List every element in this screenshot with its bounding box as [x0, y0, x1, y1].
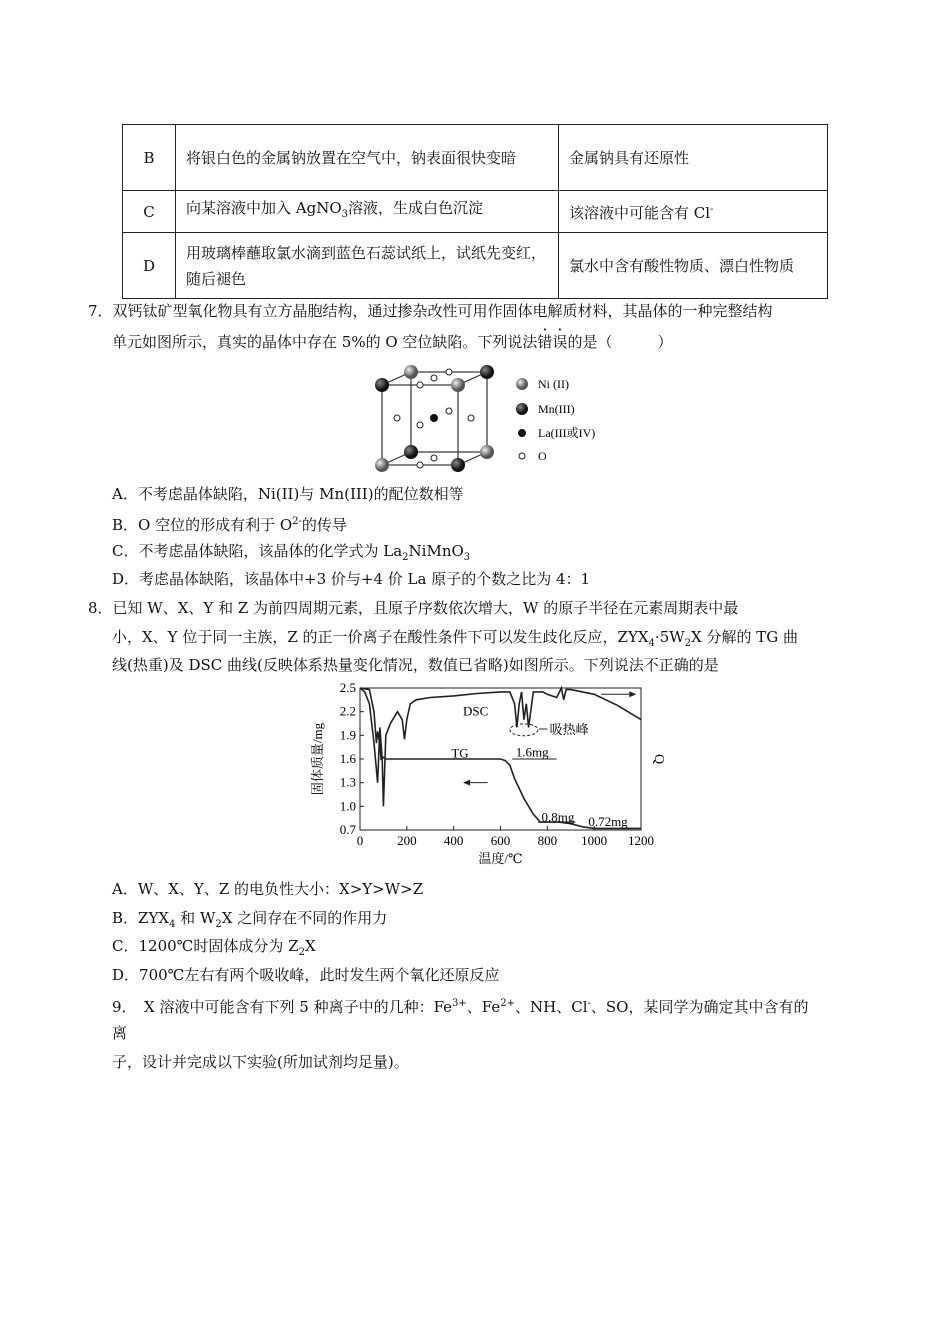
y-tick-label: 0.7 [339, 822, 356, 837]
crystal-cell-diagram [360, 358, 620, 480]
legend-mn-icon [516, 403, 528, 415]
tg-dsc-chart [308, 678, 668, 874]
row-conclusion: 金属钠具有还原性 [559, 125, 828, 191]
y-tick-label: 1.9 [339, 727, 356, 743]
q8-option-a: A．W、X、Y、Z 的电负性大小：X>Y>W>Z [112, 880, 424, 898]
x-tick-label: 600 [490, 833, 511, 848]
mn-atom [404, 445, 418, 459]
mn-atom [375, 378, 389, 392]
table-row [123, 125, 828, 191]
o-atom [431, 375, 437, 381]
mass-label-1: 1.6mg [515, 744, 549, 760]
row-conclusion: 该溶液中可能含有 Cl- [559, 191, 828, 233]
mass-label-3: 0.72mg [588, 814, 628, 830]
peak-label: 吸热峰 [549, 722, 589, 738]
q8-stem-line2: 小，X、Y 位于同一主族，Z 的正一价离子在酸性条件下可以发生歧化反应，$ZYX_4\cdot 5W_2X$ 分解的 TG 曲 [112, 628, 799, 649]
legend-ni-icon [516, 378, 528, 390]
x-tick-label: 400 [443, 833, 464, 848]
row-label: B [123, 125, 176, 191]
q8-option-b: B．$ZYX_4$ 和 $W_2X$ 之间存在不同的作用力 [112, 909, 388, 930]
row-label: C [123, 191, 176, 233]
q7-option-d: D．考虑晶体缺陷，该晶体中+3 价与+4 价 La 原子的个数之比为 4：1 [112, 570, 591, 588]
y-axis-right-title: Q [651, 753, 666, 765]
tg-arrow-head [463, 780, 470, 786]
q7-option-c: C．不考虑晶体缺陷，该晶体的化学式为 $La_2NiMnO_3$ [112, 542, 471, 563]
tg-label: TG [451, 745, 469, 761]
row-label: D [123, 233, 176, 299]
series-line-tg [360, 688, 641, 828]
row-conclusion: 氯水中含有酸性物质、漂白性物质 [559, 233, 828, 299]
o-atom [394, 415, 400, 421]
q8-option-d: D．700℃左右有两个吸收峰，此时发生两个氧化还原反应 [112, 966, 500, 984]
y-tick-label: 2.5 [339, 680, 356, 695]
q7-stem-line2: 单元如图所示，真实的晶体中存在 5%的 O 空位缺陷。下列说法错误的是（ ） [112, 333, 673, 351]
legend-ni-label: Ni (II) [538, 377, 569, 391]
y-tick-label: 1.0 [339, 798, 356, 814]
row-experiment: 用玻璃棒蘸取氯水滴到蓝色石蕊试纸上，试纸先变红，随后褪色 [176, 233, 559, 299]
row-experiment: 将银白色的金属钠放置在空气中，钠表面很快变暗 [176, 125, 559, 191]
ni-atom [451, 378, 465, 392]
o-atom [417, 422, 423, 428]
q8-stem-line1: 8．已知 W、X、Y 和 Z 为前四周期元素，且原子序数依次增大，W 的原子半径在元素周期表中最 [88, 599, 739, 617]
legend-la-label: La(III或IV) [538, 426, 596, 440]
series-line-dsc [360, 688, 641, 806]
dsc-arrow-head [629, 691, 636, 697]
q7-option-b: B．O 空位的形成有利于 $O^{2-}$的传导 [112, 516, 347, 534]
x-axis-title: 温度/℃ [478, 851, 523, 866]
x-tick-label: 0 [356, 833, 364, 848]
legend-o-label: O [538, 449, 547, 463]
y-tick-label: 1.3 [339, 774, 356, 790]
q8-stem-line3: 线(热重)及 DSC 曲线(反映体系热量变化情况，数值已省略)如图所示。下列说法不正确的是 [112, 656, 719, 674]
o-atom [417, 462, 423, 468]
ni-atom [404, 365, 418, 379]
dsc-label: DSC [463, 703, 489, 719]
q7-option-a: A．不考虑晶体缺陷，Ni(II)与 Mn(III)的配位数相等 [112, 485, 464, 503]
row-experiment: 向某溶液中加入 AgNO$_3$溶液，生成白色沉淀 [176, 191, 559, 233]
o-atom [417, 382, 423, 388]
legend-o-icon [519, 453, 525, 459]
o-atom [446, 408, 452, 414]
mass-label-2: 0.8mg [541, 809, 575, 825]
y-tick-label: 2.2 [339, 703, 356, 719]
o-atom [468, 415, 474, 421]
mn-atom [451, 458, 465, 472]
y-axis-title: 固体质量/mg [310, 722, 325, 796]
y-tick-label: 1.6 [339, 751, 356, 766]
q9-stem-line1: 9． X 溶液中可能含有下列 5 种离子中的几种：$Fe^{3+}$、$Fe^{2+}$、NH、Cl-、SO，某同学为确定其中含有的 [112, 998, 809, 1016]
options-table [122, 124, 828, 299]
q9-stem-line2: 离 [112, 1024, 128, 1042]
x-tick-label: 1000 [581, 833, 608, 848]
q7-stem-line1: 7．双钙钛矿型氧化物具有立方晶胞结构，通过掺杂改性可用作固体电解质材料，其晶体的一种完整结构 [88, 302, 773, 320]
legend-la-icon [518, 429, 526, 437]
mn-atom [480, 365, 494, 379]
x-tick-label: 800 [537, 833, 558, 848]
x-tick-label: 1200 [628, 833, 654, 848]
x-tick-label: 200 [397, 833, 417, 848]
table-row [123, 233, 828, 299]
table-row [123, 191, 828, 233]
la-atom [430, 414, 438, 422]
legend-mn-label: Mn(III) [538, 402, 575, 416]
o-atom [431, 455, 437, 461]
o-atom [446, 369, 452, 375]
peak-ellipse [510, 724, 538, 736]
q8-option-c: C．1200℃时固体成分为 $Z_2X$ [112, 937, 316, 958]
ni-atom [375, 458, 389, 472]
q9-stem-line3: 子，设计并完成以下实验(所加试剂均足量)。 [112, 1053, 409, 1071]
ni-atom [480, 445, 494, 459]
